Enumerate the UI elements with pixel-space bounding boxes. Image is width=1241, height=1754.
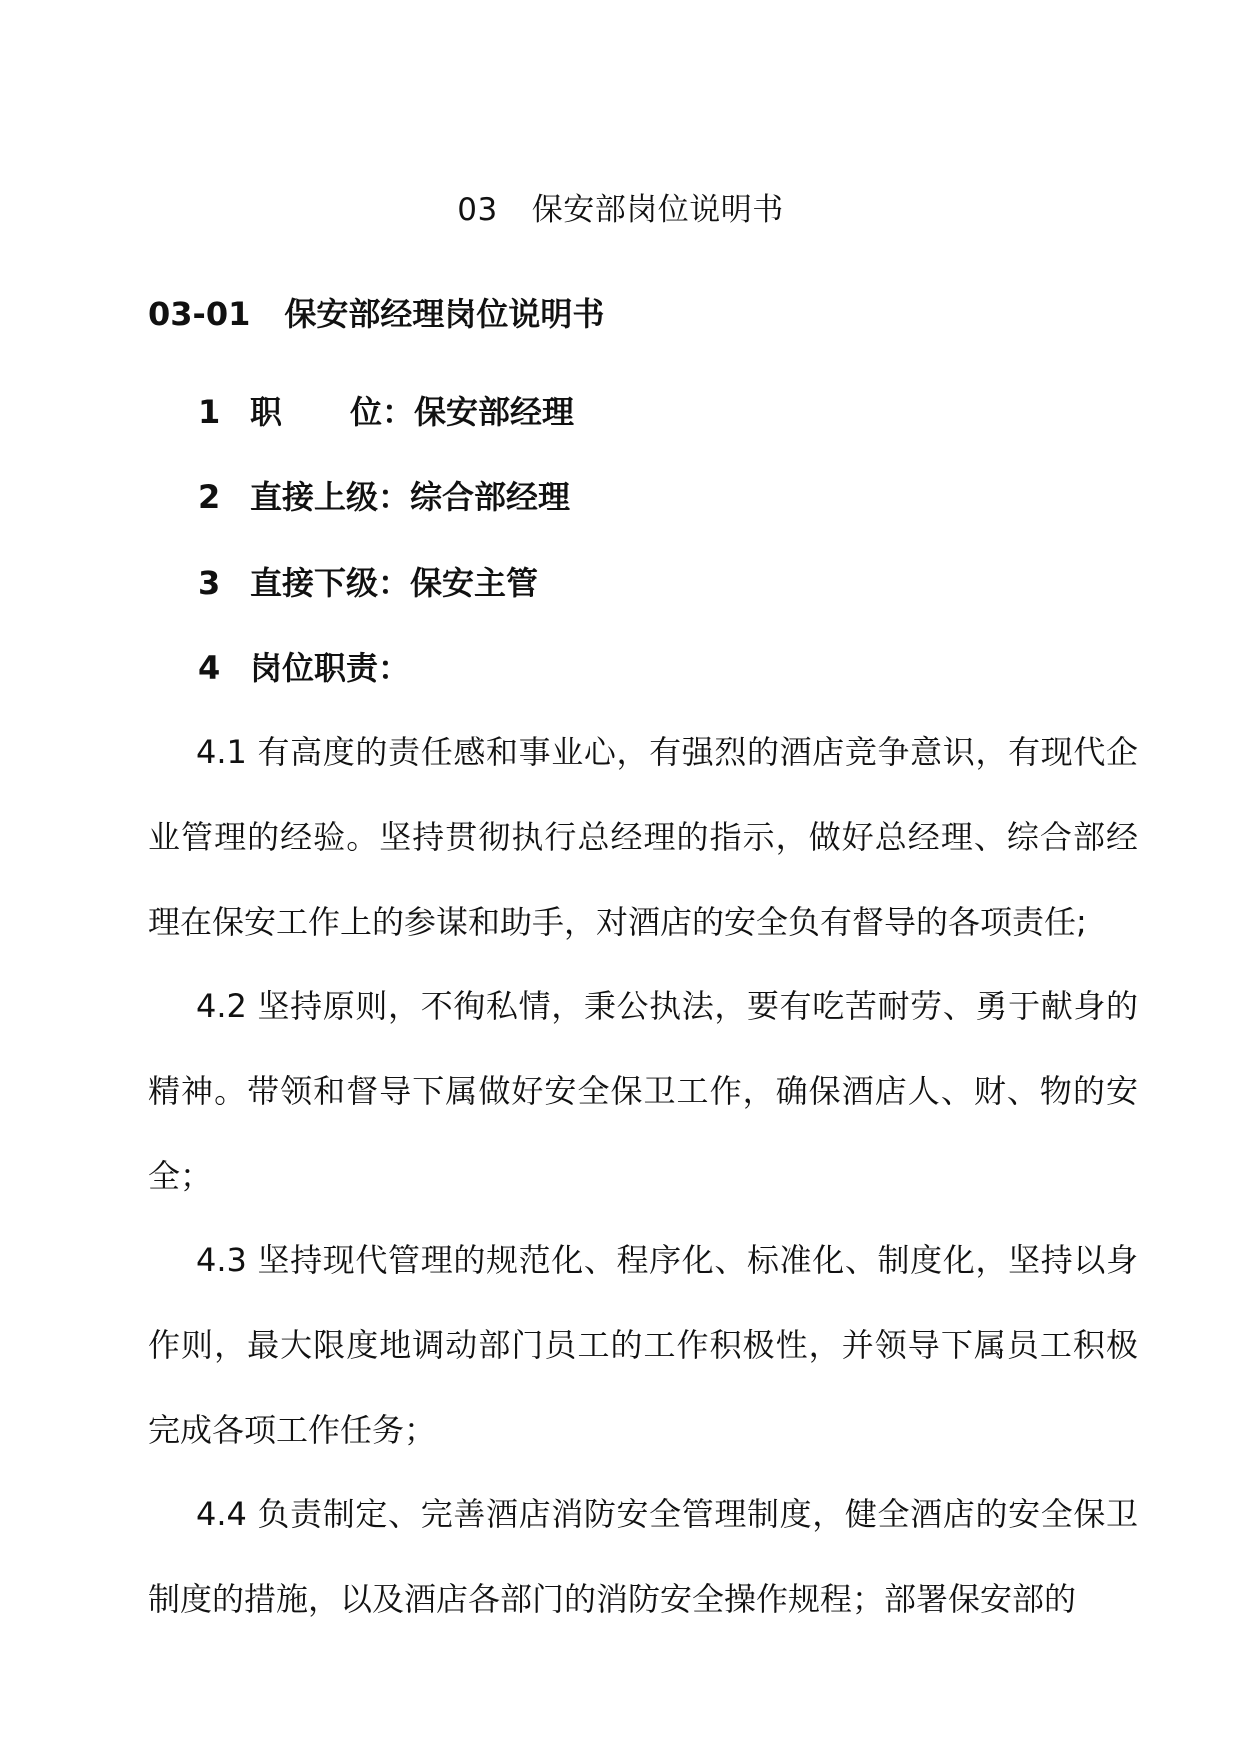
field-responsibilities [198, 646, 410, 690]
paragraph-text: 有高度的责任感和事业心，有强烈的酒店竞争意识，有现代企业管理的经验。坚持贯彻执行总经理的指示，做好总经理、综合部经理在保安工作上的参谋和助手，对酒店的安全负有督导的各项责任; [148, 733, 1138, 941]
field-direct-subordinate [198, 561, 538, 605]
responsibility-paragraph [148, 710, 1138, 965]
field-number: 2 [198, 478, 221, 516]
document-title-number: 03 [457, 192, 498, 228]
field-position [198, 390, 574, 434]
field-number: 4 [198, 649, 221, 687]
paragraph-text: 坚持现代管理的规范化、程序化、标准化、制度化，坚持以身作则，最大限度地调动部门员工的工作积极性，并领导下属员工积极完成各项工作任务； [148, 1241, 1138, 1449]
section-title: 保安部经理岗位说明书 [284, 295, 605, 333]
field-value: 保安主管 [410, 564, 539, 602]
field-number: 1 [198, 393, 221, 431]
paragraph-number: 4.1 [196, 733, 247, 771]
field-number: 3 [198, 564, 221, 602]
paragraph-number: 4.2 [196, 987, 247, 1025]
responsibility-paragraph [148, 964, 1138, 1219]
responsibility-paragraph [148, 1218, 1138, 1473]
paragraph-text: 负责制定、完善酒店消防安全管理制度，健全酒店的安全保卫制度的措施，以及酒店各部门的消防安全操作规程；部署保安部的 [148, 1495, 1138, 1618]
field-label-part-a: 职 [250, 393, 283, 431]
field-label-part-b: 位： [350, 393, 415, 431]
paragraph-number: 4.4 [196, 1495, 247, 1533]
document-title [0, 190, 1241, 230]
field-label: 岗位职责： [250, 649, 411, 687]
paragraph-number: 4.3 [196, 1241, 247, 1279]
field-direct-superior [198, 475, 570, 519]
field-value: 保安部经理 [414, 393, 575, 431]
responsibility-paragraph [148, 1472, 1138, 1642]
field-label: 直接下级： [250, 564, 411, 602]
section-heading [148, 292, 604, 336]
field-value: 综合部经理 [410, 478, 571, 516]
field-label: 直接上级： [250, 478, 411, 516]
paragraph-text: 坚持原则，不徇私情，秉公执法，要有吃苦耐劳、勇于献身的精神。带领和督导下属做好安全保卫工作，确保酒店人、财、物的安全； [148, 987, 1138, 1195]
section-number: 03-01 [148, 295, 251, 333]
document-title-text: 保安部岗位说明书 [531, 192, 784, 228]
